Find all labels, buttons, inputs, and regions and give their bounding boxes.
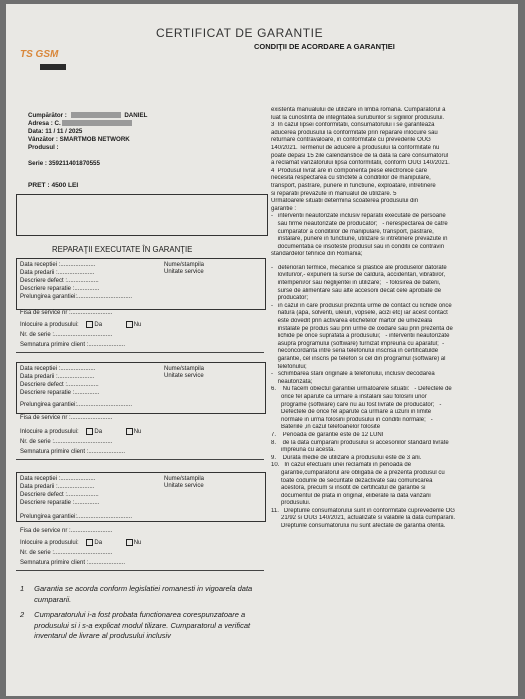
redacted-address [62,120,132,126]
condition-line: aducerea produsului la conformitate prin reparare inlocuire sau [271,129,438,136]
condition-line: produsului. [271,500,311,507]
condition-line: impreuna cu acesta. [271,447,336,454]
repair1-inlocuire: Inlocuire a produsului: Da Nu [20,322,142,329]
condition-line: garantie,cumparatorul are obligatia de a prezenta produsul cu [271,469,445,476]
condition-line: 9. Durata medie de utilizare a produsului este de 3 ani. [271,454,422,461]
condition-line: 21/92 si OUG 140/2021, actualizate si valabile la data cumpararii. [271,515,456,522]
condition-line: intemperii/or sau neglijentei in utilizare; - folosirea de baterii, [271,280,441,287]
condition-line: neautorizata; [271,378,313,385]
condition-line: surse de alimentare sau alte accesorii decat cele aprobate de [271,287,442,294]
repair2-reparatie: Descriere reparatie :............... [20,390,100,396]
divider [16,352,264,353]
condition-line: instalate pe produs sau prin urme de oxidare sau prin prezenta de [271,325,453,332]
condition-line: neconcordanta intre seria telefonului inscrisa in certificatulde [271,348,439,355]
warranty-conditions-text [271,107,516,531]
repair3-serie: Nr. de serie :................................... [20,550,113,556]
condition-line: 140/2021. Termenul de aducere a produsului la conformitate nu [271,144,440,151]
checkbox-nu[interactable]: Nu [126,429,142,435]
condition-line: 10. In cazul efectuarii unei reclamatii in perioada de [271,462,412,469]
condition-line: 7. Perioada de garantie este de 12 LUNI [271,431,384,438]
condition-line: 8. de la data cumpararii produsului si accesoriilor standard livrate [271,439,449,446]
repair1-receptiei: Data receptiei :..................... [20,262,96,268]
divider [16,570,264,571]
condition-line: cumparator a conditiilor de manipulare, transport, pastrare, [271,228,434,235]
product-row: Produsul : [28,144,59,151]
condition-line: Defectele de orice fel aparute ca urmare a uzurii in limite [271,409,432,416]
condition-line: documentul de plata in original, eliberate la data vanzarii [271,492,431,499]
condition-line: telefonului; [271,363,307,370]
repair1-serie: Nr. de serie :................................... [20,332,113,338]
repair1-fisa: Fisa de service nr :......................... [20,310,113,316]
condition-line: - deteriorari termice, mecanice si plastice ale produselor datorate [271,264,447,271]
redacted-name [71,112,121,118]
condition-line: - interventii neautorizate inclusiv reparatii executate de persoane [271,213,446,220]
repair3-semnatura: Semnatura primire client :...................... [20,560,126,566]
repair2-stampila: Nume/stampila [164,366,205,372]
condition-line: este dovedit prin activarea etichetelor martor de umezeala [271,318,433,325]
repair1-stampila: Nume/stampila [164,262,205,268]
condition-line: sau firme neautorizate de producator; - nerespectarea de catre [271,220,448,227]
note-1: 1 Garantia se acorda conform legislatiei romanesti in vigoarela data cumpararii. [20,584,253,604]
condition-line: programe (software) care nu au fost livrate de producator; - [271,401,442,408]
repair1-semnatura: Semnatura primire client :...................... [20,342,126,348]
checkbox-nu[interactable]: Nu [126,322,142,328]
repairs-heading: REPARAŢII EXECUTATE ÎN GARANŢIE [52,245,193,254]
condition-line: normale in urma folosirii produsului in conditii normale; - [271,416,433,423]
repair2-inlocuire: Inlocuire a produsului: Da Nu [20,429,142,436]
repair3-fisa: Fisa de service nr :......................... [20,528,113,534]
address-row: Adresa : C. [28,120,132,129]
repair1-predarii: Data predarii :...................... [20,270,95,276]
repair3-prelungire: Prelungirea garantiei:................................. [20,514,133,520]
condition-line: 4 Produsul livrat are in componenta piese electronice care [271,167,428,174]
condition-line: existenta manualului de utilizare in limba romana. Cumparatorul a [271,107,446,113]
serial-row: Serie : 359211401870555 [28,160,100,167]
repair1-unitate: Unitate service [164,269,204,275]
condition-line: 3 In cazul lipsei conformitatii, consumatorului i se garanteaza [271,122,435,129]
repair2-unitate: Unitate service [164,373,204,379]
condition-line: poate depasi 15 zile calendaristice de la data la care consumatorul [271,152,449,159]
condition-line: necesita respectarea cu strictete a conditiilor de manipulare, [271,175,431,182]
condition-line: documentatia ce insoteste produsul sau in conditii ce contravin [271,243,445,250]
condition-line: si reparatii prevazute in manualul de utilizare. 5 [271,190,397,197]
repair1-prelungire: Prelungirea garantiei:................................. [20,294,133,300]
condition-line: garantie, cel inscris pe telefon si cel din programul (software) al [271,356,446,362]
condition-line: luat la cunostinta de integritatea suruburilor si sigiliilor produsului. [271,114,445,121]
repair1-defect: Descriere defect :................... [20,278,99,284]
condition-line: returnare contravaloare, in conformitate cu prevederile OUG [271,137,431,144]
condition-line: asupra programului (software) furnizat impreuna cu aparatul; - [271,340,445,347]
repair2-fisa: Fisa de service nr :......................... [20,415,113,421]
condition-line: transport, pastrare, punere in functiune, exploatare, intretinere [271,182,436,189]
repair2-prelungire: Prelungirea garantiei:................................. [20,402,133,408]
checkbox-da[interactable]: Da [86,540,102,546]
checkbox-da[interactable]: Da [86,429,102,435]
page-title: CERTIFICAT DE GARANTIE [156,26,324,40]
date-row: Data: 11 / 11 / 2025 [28,128,83,135]
condition-line: natura (apa, solventi, uleiuri, vopsele, acizi etc) iar acest contact [271,310,448,317]
product-notes-box [16,194,268,236]
repair2-defect: Descriere defect :................... [20,382,99,388]
condition-line: orice fel aparute ca urmare a instalarii sau folosirii unor [271,393,427,400]
condition-line: garantie : [271,205,297,212]
repair3-inlocuire: Inlocuire a produsului: Da Nu [20,540,142,547]
page-subtitle: CONDIŢII DE ACORDARE A GARANŢIEI [254,42,395,51]
condition-line: Urmatoarele situatii determina scoaterea produsului din [271,198,419,205]
repair2-predarii: Data predarii :...................... [20,374,95,380]
repair3-receptiei: Data receptiei :..................... [20,476,96,482]
warranty-certificate-page [6,4,518,696]
condition-line: producator; [271,295,309,302]
store-logo: TS GSM [20,49,59,60]
repair2-receptiei: Data receptiei :..................... [20,366,96,372]
condition-line: acestora, precum si insotit de certificatul de garantie si [271,485,426,492]
buyer-row: Cumpărător : DANIEL [28,112,148,119]
seller-row: Vânzător : SMARTMOB NETWORK [28,136,130,143]
repair2-serie: Nr. de serie :................................... [20,439,113,445]
condition-line: Bateriile ,in cazul telefoanelor folosite [271,424,381,431]
condition-line: toate codurile de securitate dezactivate sau comunicarea [271,477,433,484]
checkbox-nu[interactable]: Nu [126,540,142,546]
condition-line: lichide pe orice suprafata a produsului; - interventii neautorizate [271,333,450,340]
divider [16,459,264,460]
condition-line: a reclamat vanzatorului lipsa conformitatii, conform OUG 140/2021. [271,160,450,167]
checkbox-da[interactable]: Da [86,322,102,328]
condition-line: Drepturile consumatorului nu sunt afectate de garantia oferita. [271,523,446,530]
condition-line: 11. Drepturile consumatorului sunt in conformitate cuprevederile OG [271,507,455,514]
condition-line: 6. Nu facem obiectul garantiei urmatoarele situatii: - Defectele de [271,386,452,393]
condition-line: lovituri/or,- expunerii la surse de caldura, accidentari, vibratii/or, [271,272,446,279]
repair3-reparatie: Descriere reparatie :............... [20,500,100,506]
repair2-semnatura: Semnatura primire client :...................... [20,449,126,455]
condition-line: - schimbarea starii originale a telefonului, inclusiv decodarea [271,371,435,378]
repair3-predarii: Data predarii :...................... [20,484,95,490]
condition-line: standardelor tehnice din Romania; [271,251,363,258]
repair3-unitate: Unitate service [164,483,204,489]
price-row: PRET : 4500 LEI [28,182,79,189]
condition-line: - in cazul in care produsul prezinta urme de contact cu lichide orice [271,302,452,309]
logo-redaction-bar [40,64,66,70]
condition-line: instalare, punere in functiune, utilizare si intretinere prevazute in [271,236,448,243]
note-2: 2 Cumparatorului i-a fost probata functionarea corespunzatoare a produsului si i s-a explicat modul tilizare. Cumparatorul a verificat inventarul de livrare al produsului inclusiv [20,610,251,640]
repair3-stampila: Nume/stampila [164,476,205,482]
bottom-notes [20,584,270,642]
repair3-defect: Descriere defect :................... [20,492,99,498]
repair1-reparatie: Descriere reparatie :............... [20,286,100,292]
